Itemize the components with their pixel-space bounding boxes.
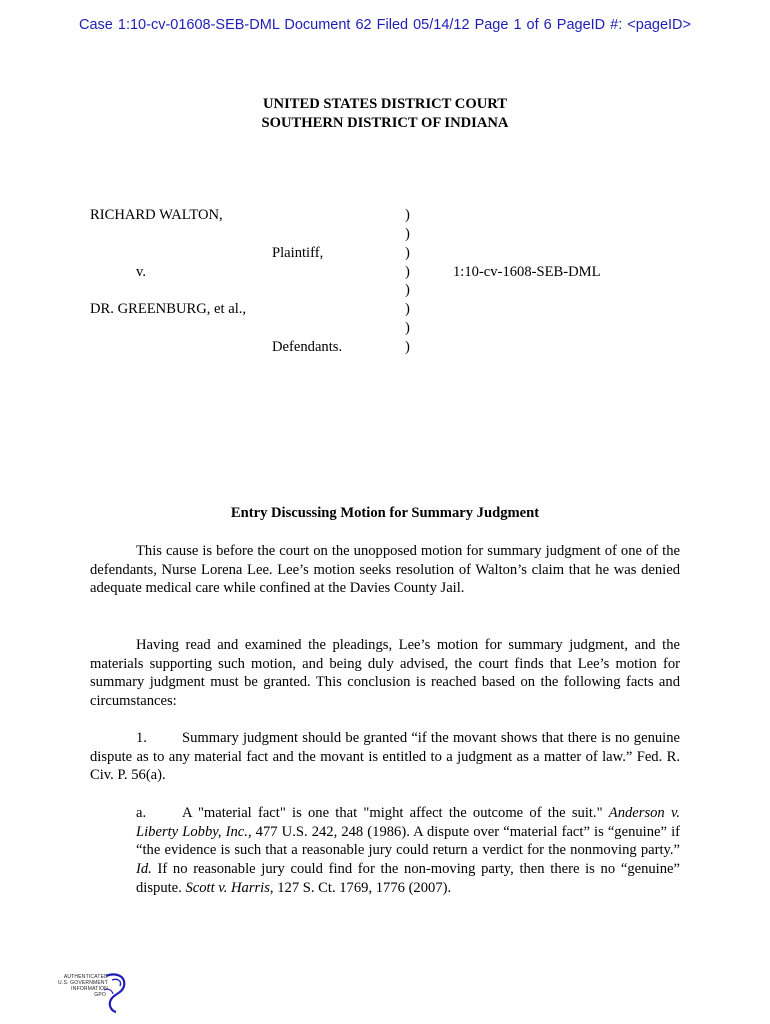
paragraph-number: 1. [136, 730, 147, 746]
caption-paren: ) [405, 339, 410, 355]
defendant-label: Defendants. [272, 339, 343, 355]
paragraph-numbered-1 [90, 729, 680, 785]
plaintiff-label: Plaintiff, [272, 245, 324, 261]
paragraph-body: 477 U.S. 242, 248 (1986). A dispute over “material fact” is “genuine” if “the evidence is such that a reasonable jury could return a verdict for the nonmoving party.” [136, 823, 680, 859]
paragraph-text [136, 804, 680, 898]
versus-label: v. [136, 264, 146, 280]
document-header-stamp: Case 1:10-cv-01608-SEB-DML Document 62 Filed 05/14/12 Page 1 of 6 PageID #: <pageID> [79, 17, 691, 33]
logo-line: AUTHENTICATED [63, 974, 108, 980]
caption-paren: ) [405, 320, 410, 336]
caption-paren: ) [405, 207, 410, 223]
gpo-authentication-logo [40, 972, 132, 1014]
paragraph-intro [90, 542, 680, 598]
logo-line: GPO [94, 992, 106, 998]
paragraph-subsection-a [136, 804, 680, 898]
paragraph-body: Summary judgment should be granted “if the movant shows that there is no genuine dispute as to any material fact and the movant is entitled to a judgment as a matter of law.” Fed. R. Civ. P. 56(a). [90, 730, 680, 784]
paragraph-text: Having read and examined the pleadings, Lee’s motion for summary judgment, and the materials supporting such motion, and being duly advised, the court finds that Lee’s motion for summary judgment must be granted. This conclusion is reached based on the following facts and circumstances: [90, 637, 680, 710]
court-name-line2: SOUTHERN DISTRICT OF INDIANA [261, 115, 509, 131]
eagle-icon [100, 972, 130, 1014]
id-citation: Id. [136, 861, 152, 878]
caption-paren: ) [405, 301, 410, 317]
plaintiff-name: RICHARD WALTON, [90, 207, 223, 223]
paragraph-letter: a. [136, 805, 147, 821]
case-number: 1:10-cv-1608-SEB-DML [453, 264, 601, 280]
court-name-line1: UNITED STATES DISTRICT COURT [262, 96, 507, 112]
caption-paren: ) [405, 226, 410, 242]
paragraph-body: A "material fact" is one that "might affect the outcome of the suit." [182, 805, 609, 821]
logo-text [40, 974, 108, 998]
case-citation: Anderson v. Liberty Lobby, Inc., [136, 805, 680, 840]
caption-paren: ) [405, 245, 410, 261]
caption-paren: ) [405, 282, 410, 298]
logo-line: U.S. GOVERNMENT [58, 980, 108, 986]
paragraph-body: , 127 S. Ct. 1769, 1776 (2007). [269, 879, 452, 896]
case-citation: Scott v. Harris [185, 879, 270, 896]
paragraph-findings [90, 636, 680, 711]
defendant-name: DR. GREENBURG, et al., [90, 301, 247, 317]
caption-paren: ) [405, 264, 410, 280]
paragraph-body: If no reasonable jury could find for the non-moving party, then there is no “genuine” dispute. [136, 861, 680, 896]
paragraph-text [90, 729, 680, 785]
entry-heading: Entry Discussing Motion for Summary Judgment [230, 505, 540, 521]
court-title [0, 95, 770, 133]
paragraph-text: This cause is before the court on the unopposed motion for summary judgment of one of the defendants, Nurse Lorena Lee. Lee’s motion seeks resolution of Walton’s claim that he was denied adequate medical care while confined at the Davies County Jail. [90, 543, 680, 597]
logo-line: INFORMATION [71, 986, 108, 992]
